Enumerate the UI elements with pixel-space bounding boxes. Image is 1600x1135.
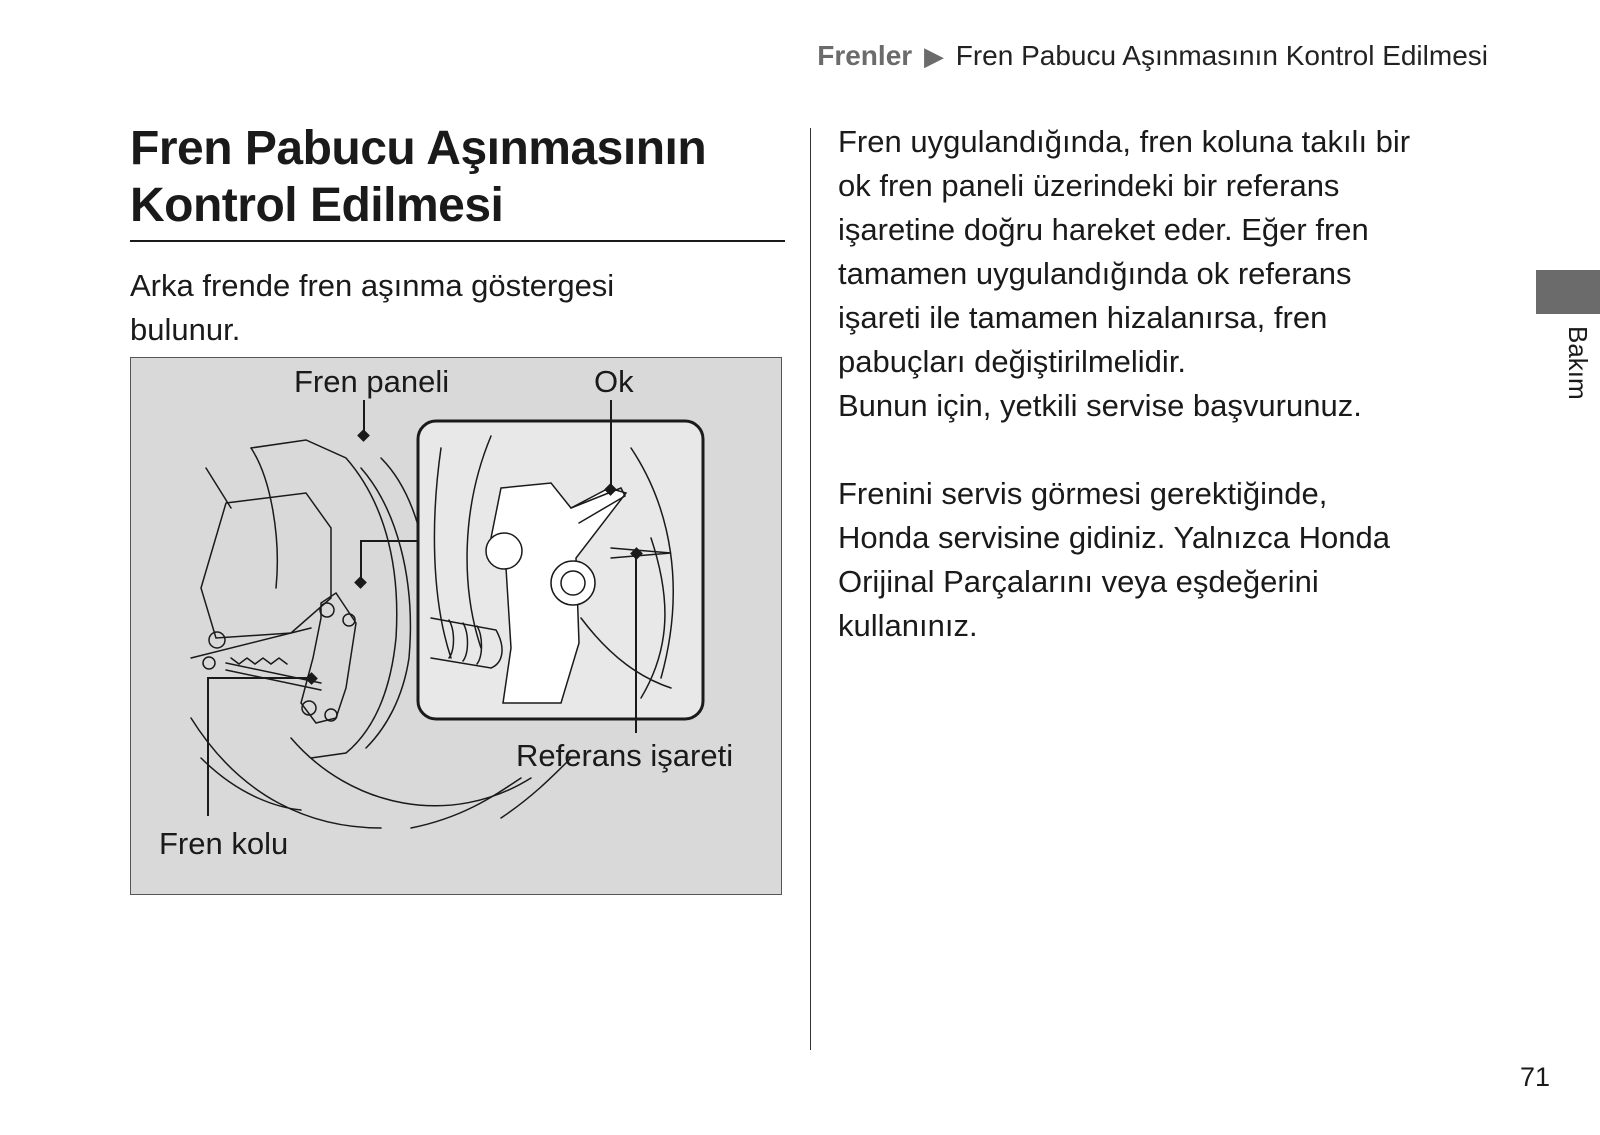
body-text: [838, 120, 1498, 692]
body-paragraph-2: [838, 472, 1498, 648]
brake-illustration: [130, 357, 782, 895]
body-p1-line: ok fren paneli üzerindeki bir referans: [838, 168, 1340, 203]
column-divider: [810, 128, 811, 1050]
body-p1-line: işareti ile tamamen hizalanırsa, fren: [838, 300, 1328, 335]
intro-line-2: bulunur.: [130, 312, 241, 347]
body-p2-line: Honda servisine gidiniz. Yalnızca Honda: [838, 520, 1391, 555]
body-p1-line: Fren uygulandığında, fren koluna takılı bir: [838, 124, 1411, 159]
page-title: [130, 120, 785, 234]
label-reference-mark: Referans işareti: [516, 738, 734, 773]
breadcrumb-section: Frenler: [817, 40, 913, 71]
breadcrumb-arrow-icon: ▶: [923, 41, 944, 71]
intro-line-1: Arka frende fren aşınma göstergesi: [130, 268, 615, 303]
chapter-tab[interactable]: [1536, 270, 1600, 314]
body-p1-line: Bunun için, yetkili servise başvurunuz.: [838, 388, 1362, 423]
title-underline: [130, 240, 785, 242]
page-title-line-2: Kontrol Edilmesi: [130, 179, 504, 232]
label-arrow: Ok: [594, 364, 634, 399]
body-p1-line: pabuçları değiştirilmelidir.: [838, 344, 1187, 379]
body-p1-line: tamamen uygulandığında ok referans: [838, 256, 1352, 291]
body-p2-line: Orijinal Parçalarını veya eşdeğerini: [838, 564, 1319, 599]
page-number: 71: [1520, 1062, 1551, 1092]
brake-drawing: [131, 358, 783, 896]
label-brake-arm: Fren kolu: [159, 826, 289, 861]
body-paragraph-1: [838, 120, 1498, 428]
body-p2-line: kullanınız.: [838, 608, 978, 643]
breadcrumb: [817, 40, 1488, 72]
page-title-line-1: Fren Pabucu Aşınmasının: [130, 122, 707, 175]
breadcrumb-current: Fren Pabucu Aşınmasının Kontrol Edilmesi: [955, 40, 1488, 71]
intro-text: [130, 264, 770, 352]
body-p1-line: işaretine doğru hareket eder. Eğer fren: [838, 212, 1369, 247]
chapter-tab-label: Bakım: [1563, 326, 1593, 400]
body-p2-line: Frenini servis görmesi gerektiğinde,: [838, 476, 1328, 511]
label-brake-panel: Fren paneli: [294, 364, 450, 399]
